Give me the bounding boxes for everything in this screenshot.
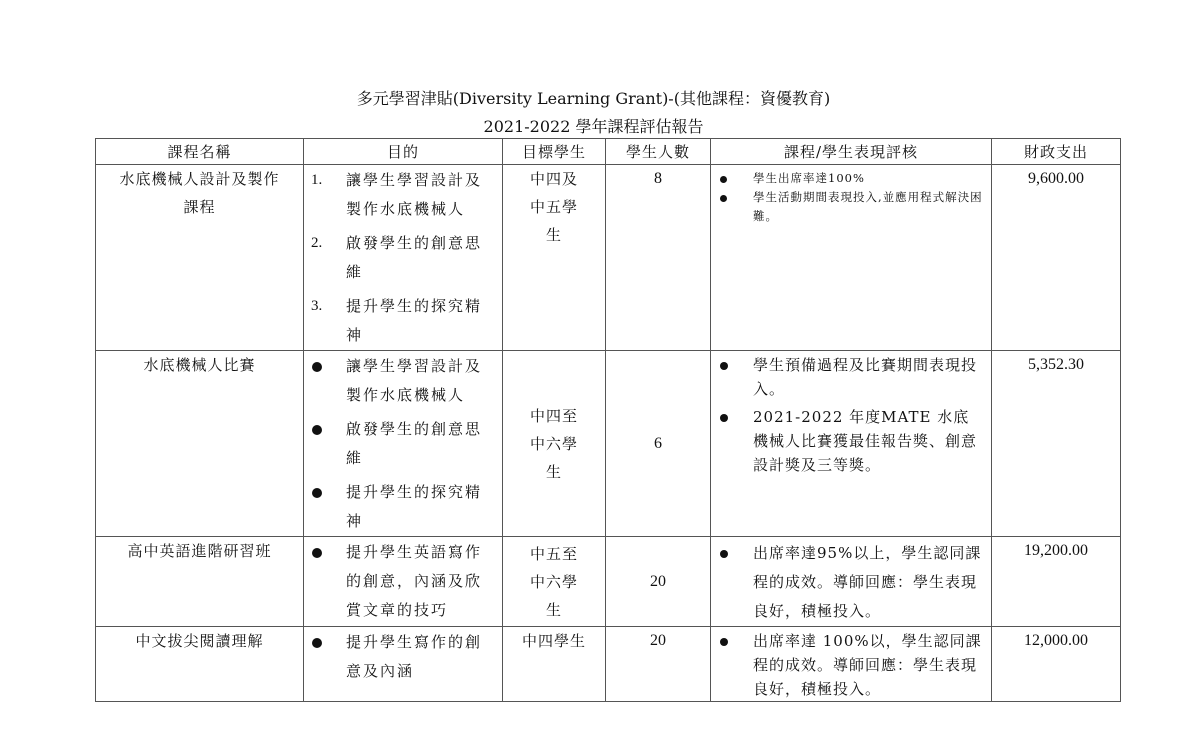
- table-row: [96, 351, 1121, 537]
- list-item: [304, 415, 502, 473]
- expense-amount: 12,000.00: [1024, 632, 1088, 649]
- list-item: [304, 352, 502, 410]
- column-header-evaluation: 課程/學生表現評核: [711, 139, 992, 165]
- column-header-student-count: 學生人數: [606, 139, 711, 165]
- bullet-icon: [312, 548, 322, 558]
- purpose-list: [304, 352, 502, 536]
- report-subtitle: 2021-2022 學年課程評估報告: [483, 117, 704, 136]
- course-name-cell: [96, 351, 304, 537]
- table-header-row: [96, 139, 1121, 165]
- list-item: [711, 188, 991, 226]
- bullet-icon: [720, 362, 728, 370]
- list-item: [304, 538, 502, 625]
- table-row: [96, 627, 1121, 702]
- purpose-text: 讓學生學習設計及製作水底機械人: [346, 357, 483, 404]
- evaluation-table: [95, 138, 1121, 702]
- bullet-icon: [720, 638, 728, 646]
- student-count: 6: [654, 434, 662, 452]
- list-item: [711, 629, 991, 701]
- student-count-cell: [606, 537, 711, 627]
- target-students-cell: [503, 351, 606, 537]
- list-number: 3.: [311, 298, 323, 314]
- evaluation-text: 學生預備過程及比賽期間表現投入。: [753, 356, 978, 398]
- list-item: [304, 628, 502, 686]
- course-name-cell: [96, 627, 304, 702]
- expense-cell: [992, 627, 1121, 702]
- purpose-text: 提升學生的探究精神: [346, 483, 483, 530]
- bullet-icon: [312, 638, 322, 648]
- course-name: 高中英語進階研習班: [127, 542, 272, 560]
- evaluation-list: [711, 537, 991, 626]
- column-header-expense: 財政支出: [992, 139, 1121, 165]
- evaluation-text: 學生活動期間表現投入,並應用程式解決困難。: [753, 190, 983, 223]
- target-students-cell: [503, 165, 606, 351]
- purpose-list: [304, 538, 502, 625]
- list-item: [304, 229, 502, 287]
- list-item: [304, 166, 502, 224]
- table-row: [96, 165, 1121, 351]
- evaluation-cell: [711, 627, 992, 702]
- list-number: 2.: [311, 235, 323, 251]
- target-students-cell: [503, 627, 606, 702]
- bullet-icon: [312, 425, 322, 435]
- target-students-cell: [503, 537, 606, 627]
- list-item: [304, 478, 502, 536]
- student-count: 20: [650, 632, 666, 649]
- evaluation-cell: [711, 165, 992, 351]
- expense-amount: 5,352.30: [1028, 356, 1084, 373]
- evaluation-cell: [711, 351, 992, 537]
- course-name: 中文拔尖閱讀理解: [135, 632, 264, 650]
- list-item: [711, 169, 991, 188]
- list-item: [304, 292, 502, 350]
- list-item: [711, 539, 991, 626]
- list-item: [711, 405, 991, 477]
- purpose-cell: [304, 627, 503, 702]
- purpose-text: 讓學生學習設計及製作水底機械人: [346, 171, 483, 218]
- evaluation-text: 2021-2022 年度MATE 水底機械人比賽獲最佳報告獎、創意設計獎及三等獎。: [753, 408, 978, 474]
- list-item: [711, 353, 991, 401]
- expense-amount: 19,200.00: [1024, 542, 1088, 559]
- column-header-target-students: 目標學生: [503, 139, 606, 165]
- purpose-cell: [304, 537, 503, 627]
- bullet-icon: [312, 488, 322, 498]
- course-name-cell: [96, 165, 304, 351]
- column-header-course-name: 課程名稱: [96, 139, 304, 165]
- purpose-cell: [304, 165, 503, 351]
- purpose-cell: [304, 351, 503, 537]
- target-students: 中四學生: [521, 632, 586, 650]
- evaluation-list: [711, 351, 991, 477]
- bullet-icon: [312, 362, 322, 372]
- purpose-text: 提升學生英語寫作的創意，內涵及欣賞文章的技巧: [346, 543, 483, 619]
- bullet-icon: [720, 550, 728, 558]
- purpose-text: 提升學生寫作的創意及內涵: [346, 633, 483, 680]
- expense-cell: [992, 165, 1121, 351]
- bullet-icon: [720, 176, 727, 183]
- student-count-cell: [606, 165, 711, 351]
- target-students: 中四及中五學生: [529, 170, 578, 244]
- evaluation-text: 出席率達95%以上，學生認同課程的成效。導師回應：學生表現良好，積極投入。: [753, 544, 982, 620]
- bullet-icon: [720, 195, 727, 202]
- expense-cell: [992, 351, 1121, 537]
- purpose-list: [304, 166, 502, 350]
- expense-amount: 9,600.00: [1028, 170, 1084, 187]
- evaluation-cell: [711, 537, 992, 627]
- purpose-list: [304, 628, 502, 686]
- table-row: [96, 537, 1121, 627]
- student-count: 20: [650, 572, 666, 590]
- evaluation-list: [711, 627, 991, 701]
- student-count-cell: [606, 627, 711, 702]
- purpose-text: 提升學生的探究精神: [346, 297, 483, 344]
- column-header-purpose: 目的: [304, 139, 503, 165]
- evaluation-text: 學生出席率達100%: [753, 171, 865, 185]
- target-students: 中四至中六學生: [529, 406, 578, 481]
- student-count-cell: [606, 351, 711, 537]
- bullet-icon: [720, 414, 728, 422]
- course-name-cell: [96, 537, 304, 627]
- purpose-text: 啟發學生的創意思維: [346, 420, 483, 467]
- expense-cell: [992, 537, 1121, 627]
- list-number: 1.: [311, 172, 323, 188]
- target-students: 中五至中六學生: [529, 544, 578, 619]
- course-name: 水底機械人設計及製作課程: [119, 170, 280, 216]
- purpose-text: 啟發學生的創意思維: [346, 234, 483, 281]
- course-name: 水底機械人比賽: [143, 356, 256, 374]
- evaluation-text: 出席率達 100%以，學生認同課程的成效。導師回應：學生表現良好，積極投入。: [753, 632, 982, 698]
- evaluation-list: [711, 165, 991, 226]
- student-count: 8: [654, 170, 662, 187]
- report-title: 多元學習津貼(Diversity Learning Grant)-(其他課程：資優教育): [356, 89, 831, 108]
